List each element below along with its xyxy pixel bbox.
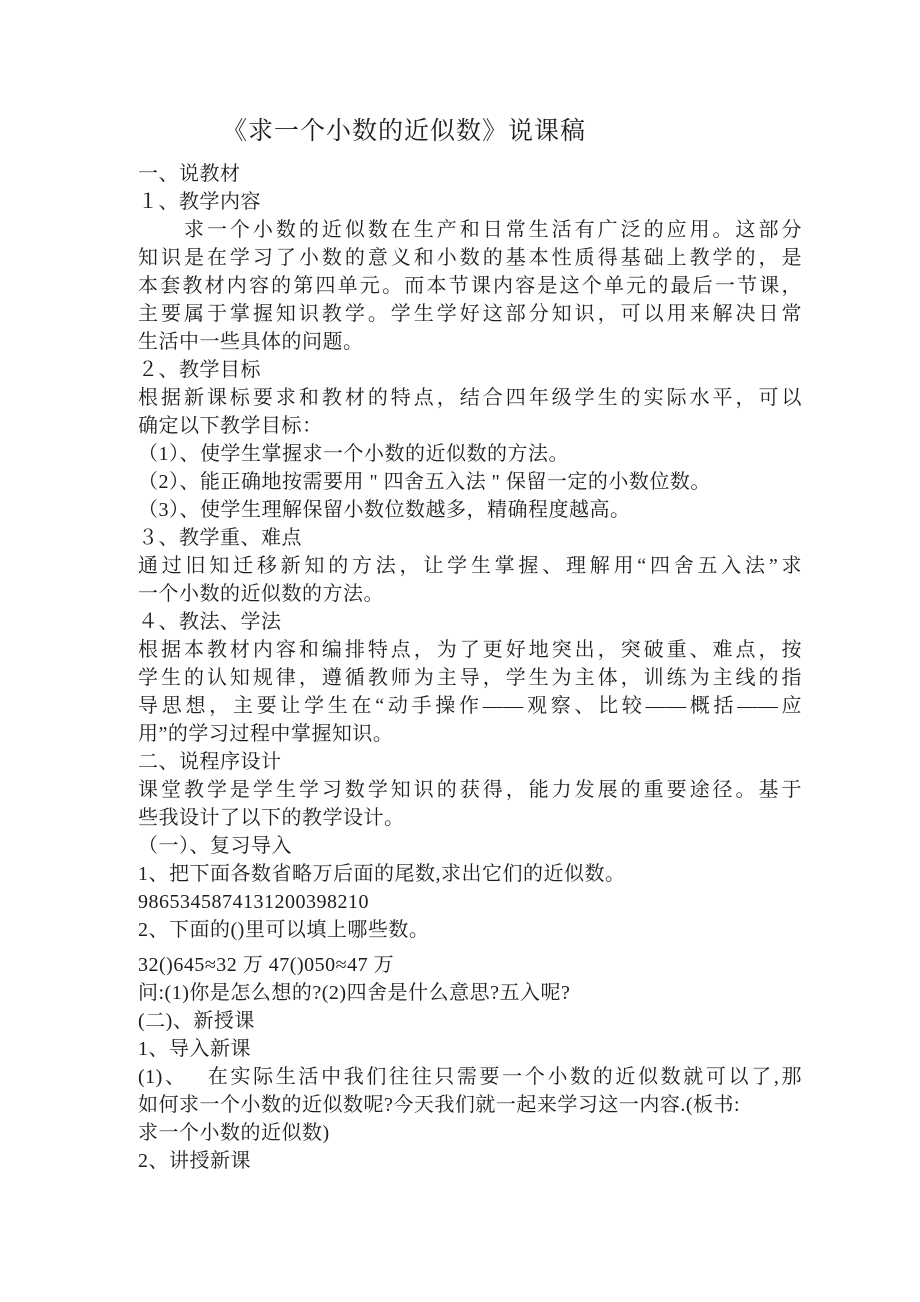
document-line: 求一个小数的近似数) bbox=[138, 1122, 330, 1144]
document-line: 1、把下面各数省略万后面的尾数,求出它们的近似数。 bbox=[138, 863, 626, 885]
document-line: （3）、使学生理解保留小数位数越多，精确程度越高。 bbox=[138, 499, 631, 521]
document-line: 本套教材内容的第四单元。而本节课内容是这个单元的最后一节课， bbox=[138, 275, 802, 297]
document-line: 主要属于掌握知识教学。学生学好这部分知识，可以用来解决日常 bbox=[138, 303, 802, 325]
document-line: 根据新课标要求和教材的特点，结合四年级学生的实际水平，可以 bbox=[138, 387, 802, 409]
document-line: （1）、使学生掌握求一个小数的近似数的方法。 bbox=[138, 443, 569, 465]
document-line: 9865345874131200398210 bbox=[138, 891, 369, 913]
document-line: 2、下面的()里可以填上哪些数。 bbox=[138, 919, 430, 941]
document-line: 32()645≈32 万 47()050≈47 万 bbox=[138, 954, 395, 976]
document-line: 问:(1)你是怎么想的?(2)四舍是什么意思?五入呢? bbox=[138, 982, 571, 1004]
document-line: １、教学内容 bbox=[138, 191, 261, 213]
document-line: 二、说程序设计 bbox=[138, 751, 282, 773]
document-line: 如何求一个小数的近似数呢?今天我们就一起来学习这一内容.(板书: bbox=[138, 1094, 741, 1116]
document-line: ４、教法、学法 bbox=[138, 611, 282, 633]
document-line: 学生的认知规律，遵循教师为主导，学生为主体，训练为主线的指 bbox=[138, 667, 802, 689]
document-line: （2）、能正确地按需要用 " 四舍五入法 " 保留一定的小数位数。 bbox=[138, 471, 711, 493]
document-body bbox=[138, 113, 802, 1175]
document-line: 确定以下教学目标： bbox=[138, 415, 323, 437]
document-line: 一个小数的近似数的方法。 bbox=[138, 583, 384, 605]
document-line: ３、教学重、难点 bbox=[138, 527, 302, 549]
document-line: 一、说教材 bbox=[138, 163, 241, 185]
document-line: 用”的学习过程中掌握知识。 bbox=[138, 723, 394, 745]
document-line: 知识是在学习了小数的意义和小数的基本性质得基础上教学的，是 bbox=[138, 247, 802, 269]
document-line: 1、导入新课 bbox=[138, 1038, 251, 1060]
document-title: 《求一个小数的近似数》说课稿 bbox=[222, 118, 587, 145]
document-line: 生活中一些具体的问题。 bbox=[138, 331, 364, 353]
document-line: 通过旧知迁移新知的方法，让学生掌握、理解用“四舍五入法”求 bbox=[138, 555, 802, 577]
document-lines bbox=[138, 160, 802, 1175]
document-line: 2、讲授新课 bbox=[138, 1150, 251, 1172]
document-line: （一）、复习导入 bbox=[138, 835, 292, 857]
document-line: ２、教学目标 bbox=[138, 359, 261, 381]
document-line: (二)、新授课 bbox=[138, 1010, 255, 1032]
document-line: (1)、 在实际生活中我们往往只需要一个小数的近似数就可以了,那 bbox=[138, 1066, 802, 1088]
document-line: 课堂教学是学生学习数学知识的获得，能力发展的重要途径。基于 bbox=[138, 779, 802, 801]
document-line: 些我设计了以下的教学设计。 bbox=[138, 807, 405, 829]
document-line: 根据本教材内容和编排特点，为了更好地突出，突破重、难点，按 bbox=[138, 639, 802, 661]
document-line: 求一个小数的近似数在生产和日常生活有广泛的应用。这部分 bbox=[138, 219, 802, 241]
document-line: 导思想，主要让学生在“动手操作——观察、比较——概括——应 bbox=[138, 695, 802, 717]
